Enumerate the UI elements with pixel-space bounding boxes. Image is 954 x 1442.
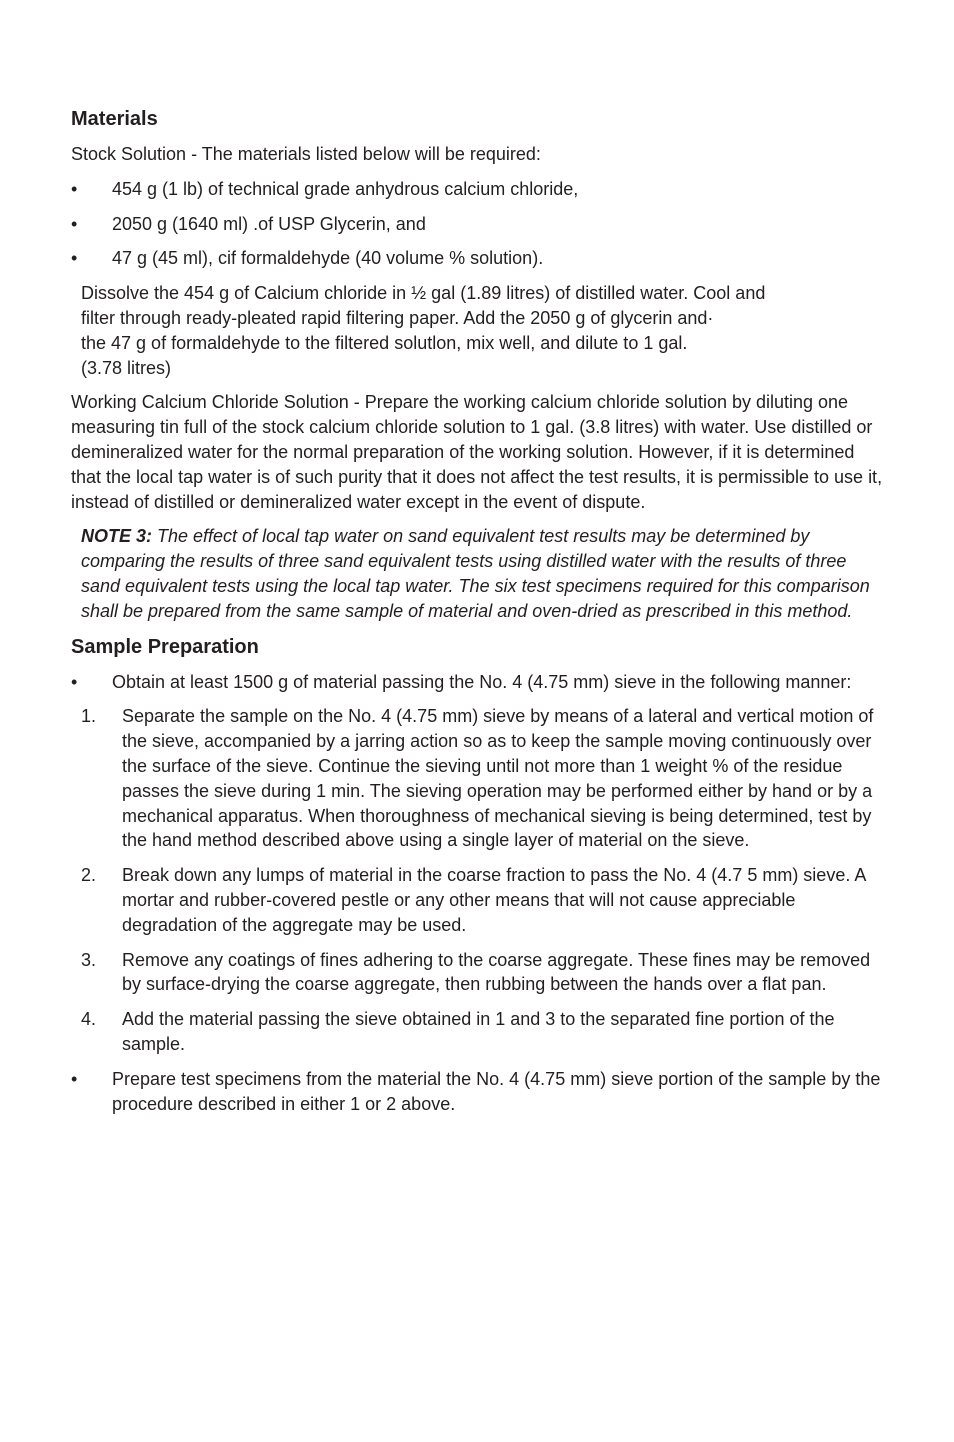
bullet-glyph: •	[71, 178, 78, 199]
bullet-glyph: •	[71, 1068, 78, 1089]
step-item	[71, 863, 886, 937]
document-page	[71, 106, 886, 1126]
sample-preparation-heading: Sample Preparation	[71, 635, 259, 658]
step-number: 4.	[81, 1009, 97, 1030]
dissolve-instructions	[81, 281, 871, 380]
list-item-text: 454 g (1 lb) of technical grade anhydrous calcium chloride,	[112, 178, 579, 199]
list-item	[71, 1067, 886, 1117]
dissolve-line: Dissolve the 454 g of Calcium chloride in ½ gal (1.89 litres) of distilled water. Cool and	[81, 283, 766, 304]
step-text: Break down any lumps of material in the coarse fraction to pass the No. 4 (4.7 5 mm) sieve. A mortar and rubber-covered pestle or any other means that will not cause appreciable degradation of the aggregate may be used.	[122, 865, 866, 935]
dissolve-line: filter through ready-pleated rapid filtering paper. Add the 2050 g of glycerin and·	[81, 307, 714, 328]
sample-prep-bullet-2	[71, 1067, 886, 1117]
materials-heading: Materials	[71, 108, 158, 130]
dissolve-line: the 47 g of formaldehyde to the filtered solutlon, mix well, and dilute to 1 gal.	[81, 332, 688, 353]
step-item	[71, 704, 886, 853]
materials-list	[71, 177, 886, 271]
list-item	[71, 177, 886, 202]
step-text: Remove any coatings of fines adhering to the coarse aggregate. These fines may be removed by surface-drying the coarse aggregate, then rubbing between the hands over a flat pan.	[122, 949, 871, 995]
note-label: NOTE 3:	[81, 526, 153, 547]
step-text: Separate the sample on the No. 4 (4.75 mm) sieve by means of a lateral and vertical motion of the sieve, accompanied by a jarring action so as to keep the sample moving continuously over the surface of the sieve. Continue the sieving until not more than 1 weight % of the residue passes the sieve during 1 min. The sieving operation may be performed either by hand or by a mechanical apparatus. When thoroughness of mechanical sieving is being determined, test by the hand method described above using a single layer of material on the sieve.	[122, 706, 874, 851]
step-item	[71, 1007, 886, 1057]
list-item	[71, 212, 886, 237]
working-solution-paragraph: Working Calcium Chloride Solution - Prepare the working calcium chloride solution by diluting one measuring tin full of the stock calcium chloride solution to 1 gal. (3.8 litres) with water. Use distilled or demineralized water for the normal preparation of the working solution. However, if it is determined that the local tap water is of such purity that it does not affect the test results, it is permissible to use it, instead of distilled or demineralized water except in the event of dispute.	[71, 392, 883, 512]
bullet-glyph: •	[71, 248, 78, 269]
step-number: 3.	[81, 949, 97, 970]
list-item	[71, 246, 886, 271]
list-item	[71, 670, 886, 695]
list-item-text: Obtain at least 1500 g of material passing the No. 4 (4.75 mm) sieve in the following manner:	[112, 671, 852, 692]
stock-solution-intro: Stock Solution - The materials listed below will be required:	[71, 144, 541, 164]
dissolve-line: (3.78 litres)	[81, 357, 172, 378]
list-item-text: 47 g (45 ml), cif formaldehyde (40 volume % solution).	[112, 248, 544, 269]
step-number: 1.	[81, 706, 97, 727]
step-number: 2.	[81, 865, 97, 886]
list-item-text: 2050 g (1640 ml) .of USP Glycerin, and	[112, 213, 426, 234]
note-3	[81, 524, 881, 623]
note-text: The effect of local tap water on sand equivalent test results may be determined by comparing the results of three sand equivalent tests using distilled water with the results of three sand equivalent tests using the local tap water. The six test specimens required for this comparison shall be prepared from the same sample of material and oven-dried as prescribed in this method.	[81, 526, 870, 621]
step-text: Add the material passing the sieve obtained in 1 and 3 to the separated fine portion of the sample.	[122, 1009, 835, 1054]
bullet-glyph: •	[71, 213, 78, 234]
sample-prep-bullet-1	[71, 670, 886, 695]
step-item	[71, 948, 886, 998]
bullet-glyph: •	[71, 671, 78, 692]
sample-prep-steps	[71, 704, 886, 1056]
list-item-text: Prepare test specimens from the material the No. 4 (4.75 mm) sieve portion of the sample by the procedure described in either 1 or 2 above.	[112, 1068, 881, 1114]
